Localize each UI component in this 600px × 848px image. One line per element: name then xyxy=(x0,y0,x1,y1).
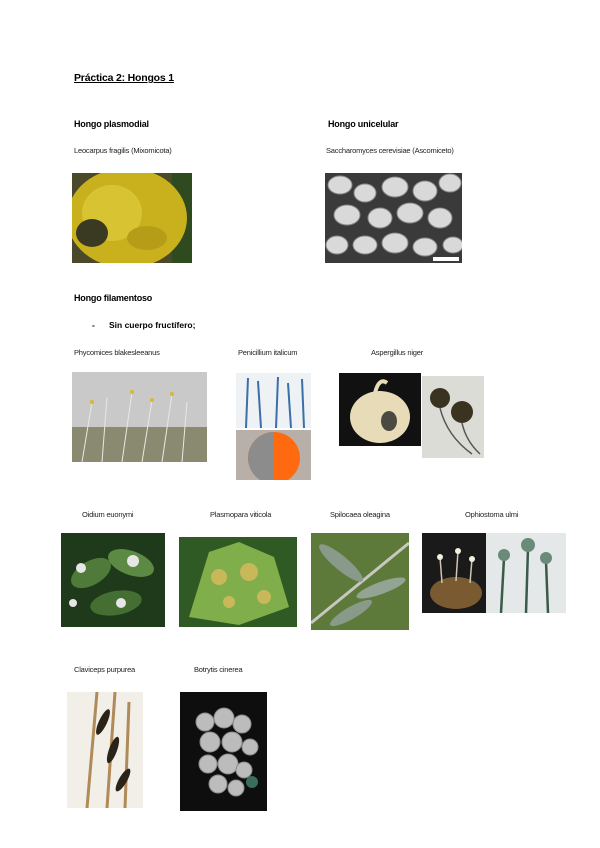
page-title: Práctica 2: Hongos 1 xyxy=(74,72,174,84)
photo-leocarpus xyxy=(72,173,192,263)
photo-penicillium-micro xyxy=(236,373,311,428)
photo-claviceps xyxy=(67,692,143,808)
caption-botrytis: Botrytis cinerea xyxy=(194,665,243,674)
photo-aspergillus-micro xyxy=(422,376,484,458)
caption-oidium: Oidium euonymi xyxy=(82,510,134,519)
bullet-dash: - xyxy=(92,320,95,330)
photo-ophiostoma-micro xyxy=(486,533,566,613)
photo-penicillium-orange xyxy=(236,430,311,480)
photo-plasmopara xyxy=(179,537,297,627)
caption-leocarpus: Leocarpus fragilis (Mixomicota) xyxy=(74,146,172,155)
caption-claviceps: Claviceps purpurea xyxy=(74,665,136,674)
bullet-sin-cuerpo: Sin cuerpo fructífero; xyxy=(109,320,196,330)
photo-saccharomyces xyxy=(325,173,462,263)
photo-spilocaea xyxy=(311,533,409,630)
heading-plasmodial: Hongo plasmodial xyxy=(74,119,149,129)
caption-penicillium: Penicillium italicum xyxy=(238,348,298,357)
caption-aspergillus: Aspergillus niger xyxy=(371,348,424,357)
caption-spilocaea: Spilocaea oleagina xyxy=(330,510,390,519)
photo-phycomices xyxy=(72,372,207,462)
caption-ophiostoma: Ophiostoma ulmi xyxy=(465,510,519,519)
caption-phycomices: Phycomices blakesleeanus xyxy=(74,348,160,357)
caption-plasmopara: Plasmopara viticola xyxy=(210,510,272,519)
heading-unicelular: Hongo unicelular xyxy=(328,119,399,129)
photo-aspergillus-onion xyxy=(339,373,421,446)
photo-ophiostoma-beetle xyxy=(422,533,486,613)
caption-saccharomyces: Saccharomyces cerevisiae (Ascomiceto) xyxy=(326,146,454,155)
photo-botrytis xyxy=(180,692,267,811)
photo-oidium xyxy=(61,533,165,627)
heading-filamentoso: Hongo filamentoso xyxy=(74,293,153,303)
